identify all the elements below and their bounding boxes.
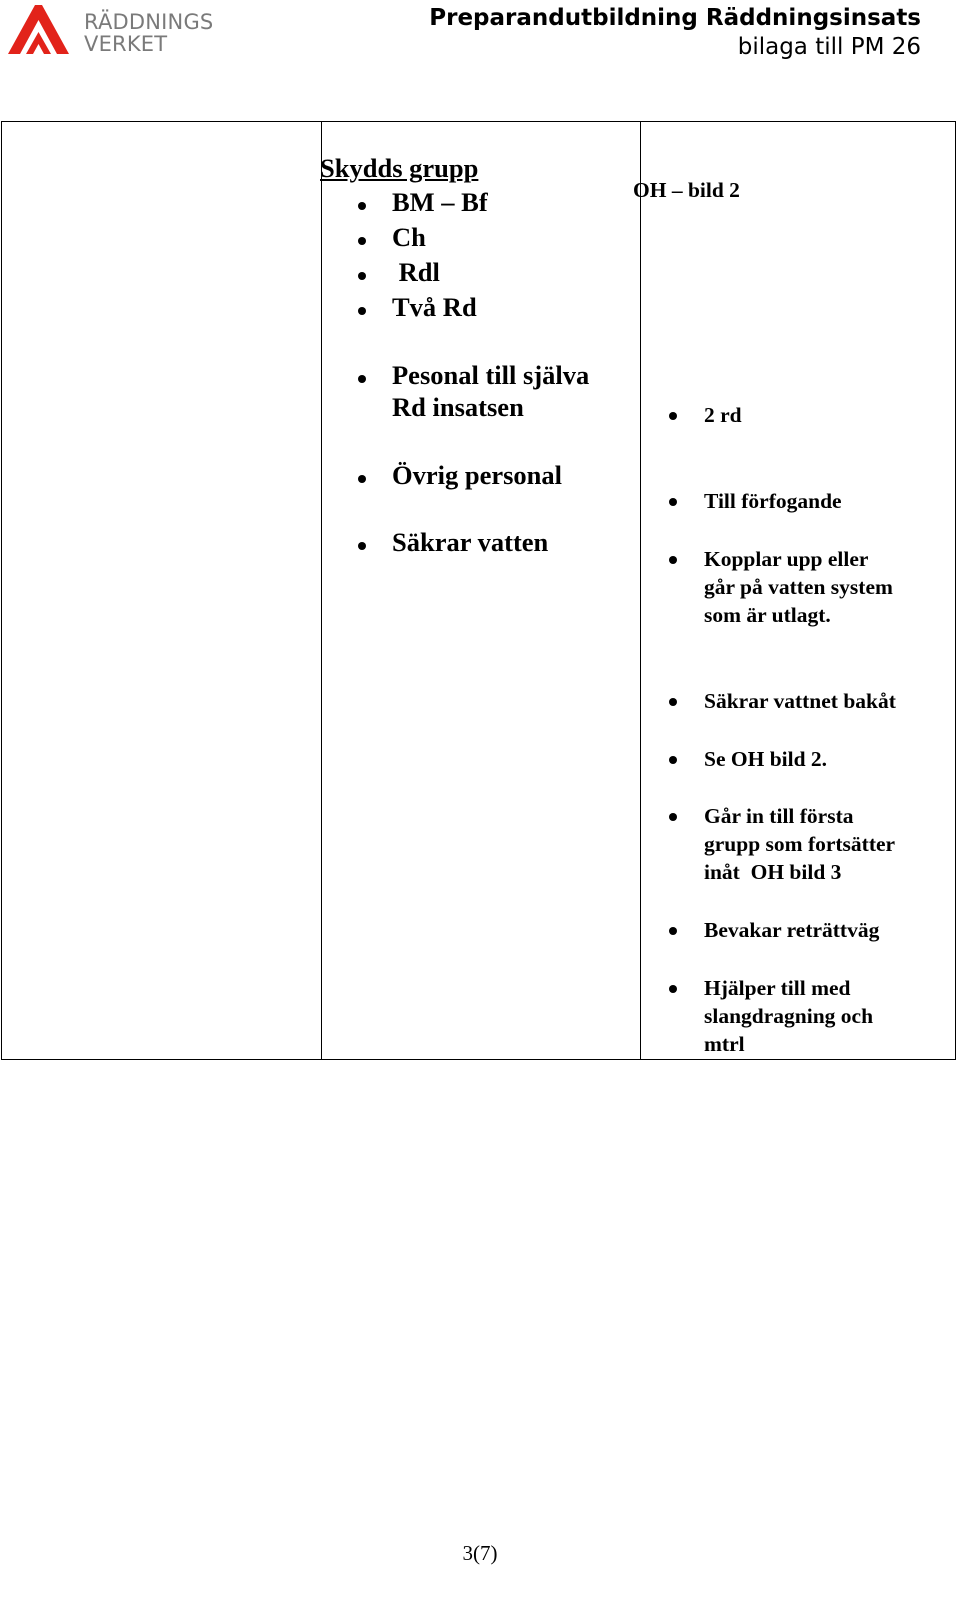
- document-header: [429, 4, 921, 62]
- list-item: Säkrar vattnet bakåt: [704, 689, 896, 713]
- list-item: Två Rd: [392, 292, 477, 322]
- bullet-icon: [358, 542, 366, 550]
- bullet-icon: [669, 698, 677, 706]
- list-item: Till förfogande: [704, 489, 842, 513]
- list-item-continuation: grupp som fortsätter: [704, 832, 896, 856]
- bullet-icon: [358, 272, 366, 280]
- list-item: Övrig personal: [392, 460, 563, 490]
- right-heading: OH – bild 2: [633, 178, 740, 202]
- list-item: Ch: [392, 222, 426, 252]
- list-item: BM – Bf: [392, 187, 488, 217]
- list-item-continuation: går på vatten system: [704, 575, 893, 599]
- bullet-icon: [358, 475, 366, 483]
- list-item: Rdl: [392, 257, 440, 287]
- raddningsverket-logo: [6, 2, 226, 62]
- bullet-icon: [358, 237, 366, 245]
- bullet-icon: [669, 498, 677, 506]
- logo-text: [84, 11, 213, 55]
- list-item: Se OH bild 2.: [704, 747, 828, 771]
- list-item-continuation: som är utlagt.: [704, 603, 831, 627]
- middle-heading: Skydds grupp: [320, 153, 479, 183]
- list-item: Säkrar vatten: [392, 527, 549, 557]
- list-item-continuation: slangdragning och: [704, 1004, 874, 1028]
- list-item: Bevakar reträttväg: [704, 918, 880, 942]
- list-item-continuation: Rd insatsen: [392, 392, 524, 422]
- bullet-icon: [669, 412, 677, 420]
- list-item-continuation: inåt OH bild 3: [704, 860, 842, 884]
- bullet-icon: [358, 375, 366, 383]
- table-column-middle: [322, 122, 641, 1059]
- bullet-icon: [669, 927, 677, 935]
- bullet-icon: [669, 813, 677, 821]
- list-item: Hjälper till med: [704, 976, 851, 1000]
- bullet-icon: [358, 307, 366, 315]
- logo-icon: [6, 2, 72, 58]
- document-title: Preparandutbildning Räddningsinsats: [429, 5, 921, 31]
- list-item: 2 rd: [704, 403, 742, 427]
- bullet-icon: [669, 985, 677, 993]
- logo-line2: VERKET: [84, 32, 168, 56]
- document-subtitle: bilaga till PM 26: [737, 34, 921, 60]
- list-item: Kopplar upp eller: [704, 547, 869, 571]
- list-item-continuation: mtrl: [704, 1032, 745, 1056]
- logo-line1: RÄDDNINGS: [84, 10, 214, 34]
- page-number: 3(7): [462, 1541, 498, 1565]
- bullet-icon: [358, 202, 366, 210]
- bullet-icon: [669, 756, 677, 764]
- list-item: Pesonal till själva: [392, 360, 590, 390]
- table-column-empty: [2, 122, 322, 1059]
- bullet-icon: [669, 556, 677, 564]
- list-item: Går in till första: [704, 804, 854, 828]
